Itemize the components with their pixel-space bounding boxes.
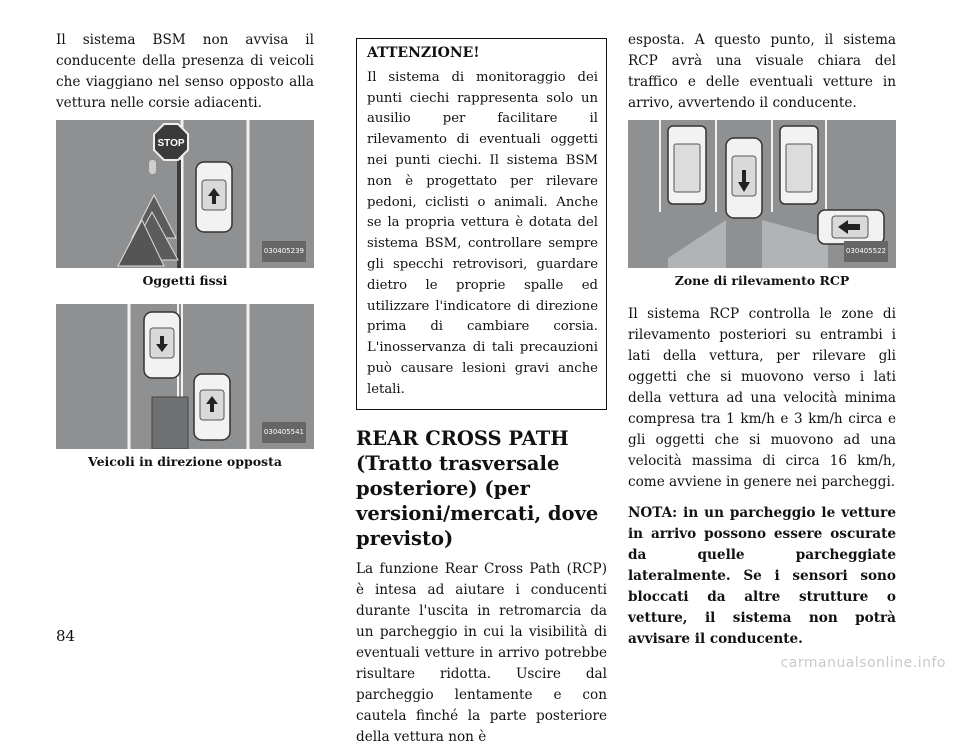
figure-code: 030405541 <box>262 422 306 443</box>
warning-text: Il sistema di monitoraggio dei punti ciechi rappresenta solo un ausilio per facilitare il rilevamento di eventuali oggetti nei punti ciechi. Il sistema BSM non è progettato per rilevare pedoni, ciclisti o animali. Anche se la propria vettura è dotata del sistema BSM, controllare sempre gli specchi retrovisori, guardare dietro le proprie spalle ed utilizzare l'indicatore di direzione prima di cambiare corsia. L'inosservanza di tali precauzioni può causare lesioni gravi anche letali. <box>367 69 598 397</box>
warning-title: ATTENZIONE! <box>367 45 480 61</box>
figure-code: 030405239 <box>262 241 306 262</box>
figure-opposite-vehicles <box>56 304 314 449</box>
column-right <box>628 30 896 650</box>
section-heading: REAR CROSS PATH (Tratto trasversale posteriore) (per versioni/mercati, dove previsto) <box>356 426 599 550</box>
stop-sign-label: STOP <box>157 138 185 149</box>
intro-paragraph: Il sistema BSM non avvisa il conducente della presenza di veicoli che viaggiano nel senso opposto alla vettura nelle corsie adiacenti. <box>56 32 314 111</box>
own-car-icon <box>194 374 230 440</box>
page-number: 84 <box>56 627 76 645</box>
watermark: carmanualsonline.info <box>780 655 946 671</box>
warning-box <box>356 38 607 410</box>
continued-paragraph: esposta. A questo punto, il sistema RCP avrà una visuale chiara del traffico e delle eventuali vetture in arrivo, avvertendo il conducente. <box>628 32 896 111</box>
reversing-car-icon <box>726 138 762 218</box>
figure-caption: Veicoli in direzione opposta <box>88 454 282 469</box>
car-icon <box>196 162 232 232</box>
rcp-intro-paragraph: La funzione Rear Cross Path (RCP) è intesa ad aiutare i conducenti durante l'uscita in retromarcia da un parcheggio in cui la visibilità di eventuali vetture in arrivo potrebbe risultare ridotta. Uscire dal parcheggio lentamente e con cautela finché la parte posteriore della vettura non è <box>356 560 607 745</box>
column-middle <box>356 38 607 748</box>
figure-caption: Oggetti fissi <box>142 273 228 288</box>
figure-fixed-objects <box>56 120 314 268</box>
oncoming-car-icon <box>144 312 180 378</box>
figure-rcp-zones <box>628 120 896 268</box>
note-paragraph: NOTA: in un parcheggio le vetture in arrivo possono essere oscurate da quelle parcheggiate lateralmente. Se i sensori sono bloccati da altre strutture o vetture, il sistema non potrà avvisare il conducente. <box>628 505 896 647</box>
rcp-body-paragraph: Il sistema RCP controlla le zone di rilevamento posteriori su entrambi i lati della vettura, per rilevare gli oggetti che si muovono verso i lati della vettura ad una velocità minima compresa tra 1 km/h e 3 km/h circa e gli oggetti che si muovono ad una velocità massima di circa 16 km/h, come avviene in genere nei parcheggi. <box>628 306 896 490</box>
figure-code: 030405522 <box>844 241 888 262</box>
figure-caption: Zone di rilevamento RCP <box>674 273 850 288</box>
approaching-car-icon <box>818 210 884 244</box>
column-left <box>56 30 314 485</box>
